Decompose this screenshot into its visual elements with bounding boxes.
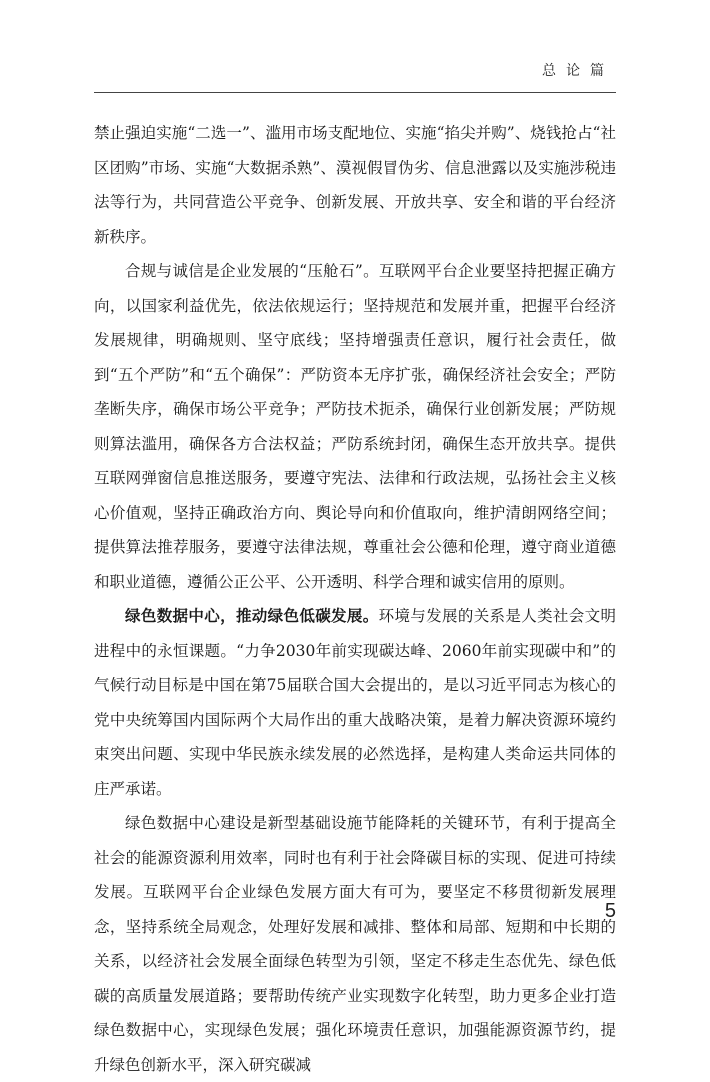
paragraph-green-datacenter — [94, 599, 616, 806]
paragraph-continuation: 禁止强迫实施“二选一”、滥用市场支配地位、实施“掐尖并购”、烧钱抢占“社区团购”市场、实施“大数据杀熟”、漠视假冒伪劣、信息泄露以及实施涉税违法等行为，共同营造公平竞争、创新发展、开放共享、安全和谐的平台经济新秩序。 — [94, 124, 616, 246]
paragraph-green-construction: 绿色数据中心建设是新型基础设施节能降耗的关键环节，有利于提高全社会的能源资源利用效率，同时也有利于社会降碳目标的实现、促进可持续发展。互联网平台企业绿色发展方面大有可为，要坚定不移贯彻新发展理念，坚持系统全局观念，处理好发展和减排、整体和局部、短期和中长期的关系，以经济社会发展全面绿色转型为引领，坚定不移走生态优先、绿色低碳的高质量发展道路；要帮助传统产业实现数字化转型，助力更多企业打造绿色数据中心，实现绿色发展；强化环境责任意识，加强能源资源节约，提升绿色创新水平，深入研究碳减 — [94, 814, 616, 1074]
paragraph-heading: 绿色数据中心，推动绿色低碳发展。 — [125, 607, 379, 625]
running-header: 总论篇 — [542, 63, 614, 79]
page-body — [94, 116, 616, 1082]
header-rule — [94, 92, 616, 93]
paragraph-text: 环境与发展的关系是人类社会文明进程中的永恒课题。“力争2030年前实现碳达峰、2060年前实现碳中和”的气候行动目标是中国在第75届联合国大会提出的，是以习近平同志为核心的党中央统筹国内国际两个大局作出的重大战略决策，是着力解决资源环境约束突出问题、实现中华民族永续发展的必然选择，是构建人类命运共同体的庄严承诺。 — [94, 607, 616, 798]
page-number: 5 — [604, 900, 616, 922]
paragraph-compliance: 合规与诚信是企业发展的“压舱石”。互联网平台企业要坚持把握正确方向，以国家利益优先，依法依规运行；坚持规范和发展并重，把握平台经济发展规律，明确规则、坚守底线；坚持增强责任意识，履行社会责任，做到“五个严防”和“五个确保”：严防资本无序扩张，确保经济社会安全；严防垄断失序，确保市场公平竞争；严防技术扼杀，确保行业创新发展；严防规则算法滥用，确保各方合法权益；严防系统封闭，确保生态开放共享。提供互联网弹窗信息推送服务，要遵守宪法、法律和行政法规，弘扬社会主义核心价值观，坚持正确政治方向、舆论导向和价值取向，维护清朗网络空间；提供算法推荐服务，要遵守法律法规，尊重社会公德和伦理，遵守商业道德和职业道德，遵循公正公平、公开透明、科学合理和诚实信用的原则。 — [94, 262, 616, 591]
